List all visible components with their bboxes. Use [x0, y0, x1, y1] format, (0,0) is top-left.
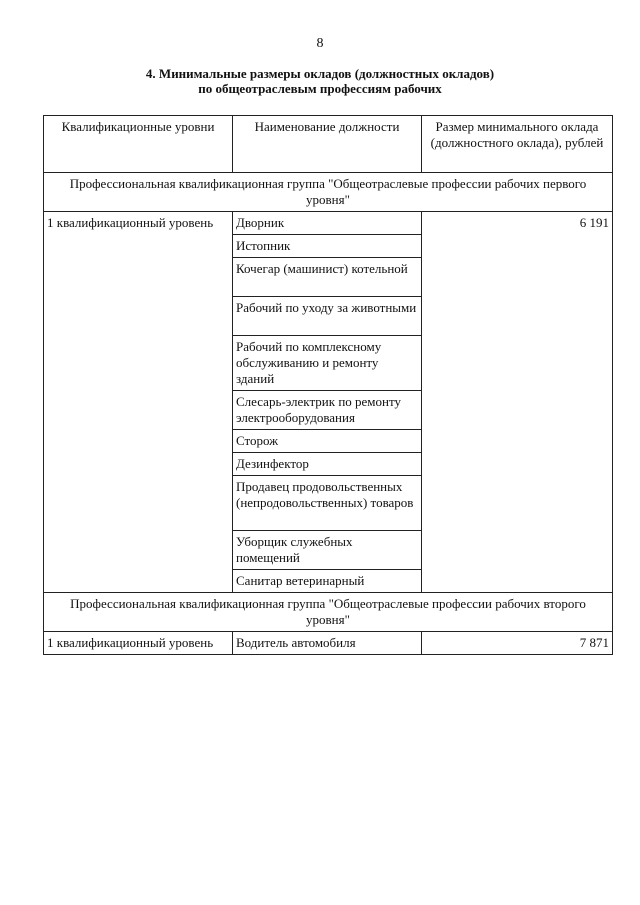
position-cell: Продавец продовольственных (непродовольственных) товаров	[233, 476, 422, 531]
page-number: 8	[316, 36, 324, 51]
position-cell: Уборщик служебных помещений	[233, 531, 422, 570]
position-cell: Рабочий по уходу за животными	[233, 297, 422, 336]
salary-cell: 7 871	[422, 632, 613, 655]
group-title-first-level: Профессиональная квалификационная группа "Общеотраслевые профессии рабочих первого уровня"	[44, 173, 613, 212]
salary-cell: 6 191	[422, 212, 613, 593]
group-title-second-level: Профессиональная квалификационная группа "Общеотраслевые профессии рабочих второго уровня"	[44, 593, 613, 632]
table-row	[44, 212, 613, 235]
qualification-level-cell: 1 квалификационный уровень	[44, 212, 233, 593]
position-cell: Дезинфектор	[233, 453, 422, 476]
salary-table	[43, 115, 613, 655]
title-line-2: по общеотраслевым профессиям рабочих	[198, 81, 442, 96]
header-minimum-salary: Размер минимального оклада (должностного оклада), рублей	[422, 116, 613, 173]
document-title	[0, 66, 640, 96]
position-cell: Истопник	[233, 235, 422, 258]
position-cell: Рабочий по комплексному обслуживанию и ремонту зданий	[233, 336, 422, 391]
group-row-second-level	[44, 593, 613, 632]
group-row-first-level	[44, 173, 613, 212]
table-row	[44, 632, 613, 655]
position-cell: Дворник	[233, 212, 422, 235]
table-header-row	[44, 116, 613, 173]
qualification-level-cell: 1 квалификационный уровень	[44, 632, 233, 655]
position-cell: Водитель автомобиля	[233, 632, 422, 655]
position-cell: Слесарь-электрик по ремонту электрооборудования	[233, 391, 422, 430]
position-cell: Кочегар (машинист) котельной	[233, 258, 422, 297]
header-position-name: Наименование должности	[233, 116, 422, 173]
title-line-1: 4. Минимальные размеры окладов (должностных окладов)	[145, 66, 495, 81]
position-cell: Сторож	[233, 430, 422, 453]
header-qualification-levels: Квалификационные уровни	[44, 116, 233, 173]
position-cell: Санитар ветеринарный	[233, 570, 422, 593]
